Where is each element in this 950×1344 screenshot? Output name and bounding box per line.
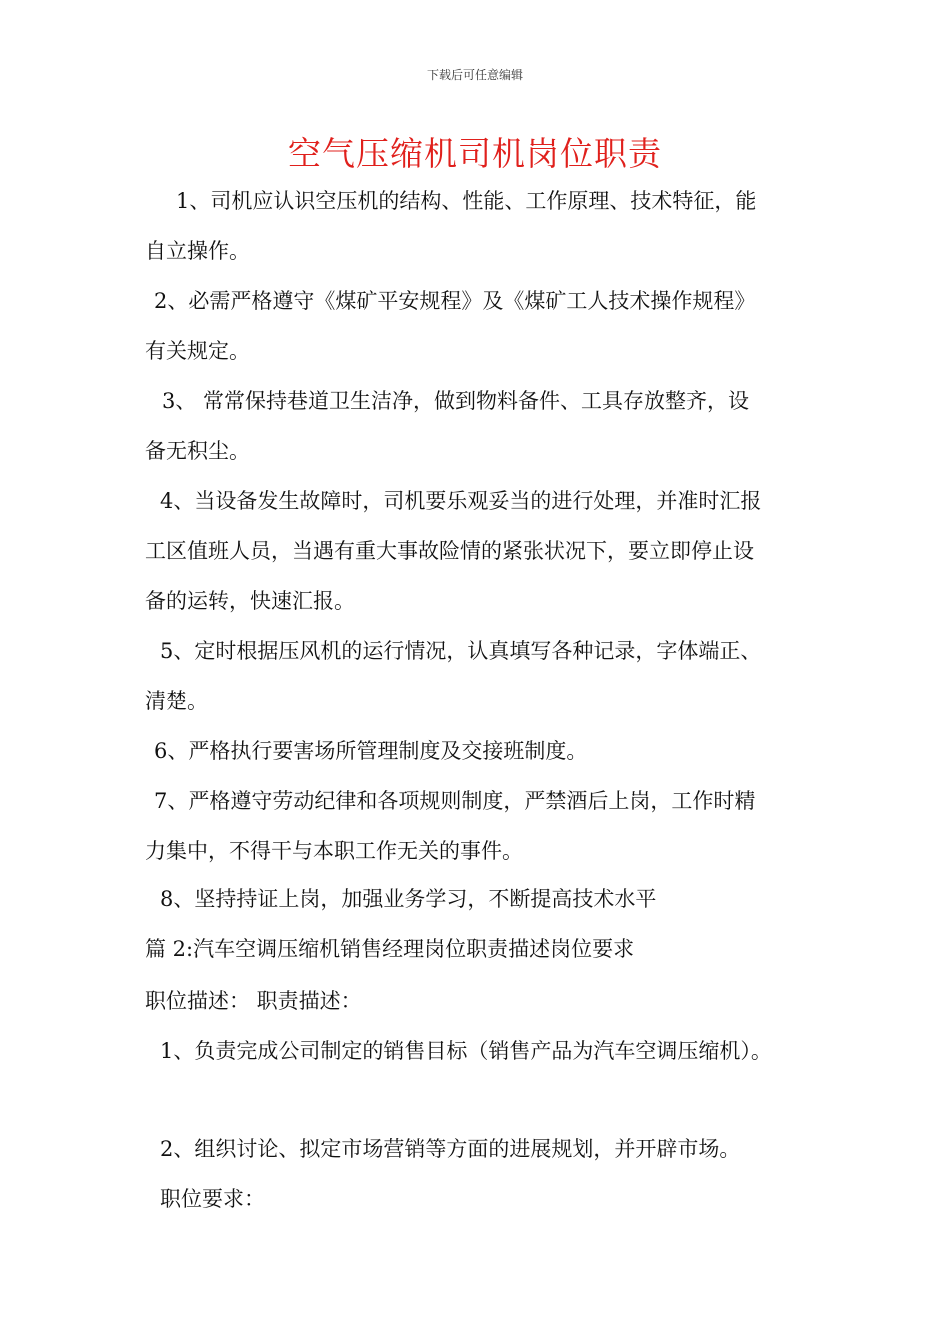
job-requirements-label: 职位要求： [160, 1187, 265, 1211]
duty-3-line-2: 备无积尘。 [145, 439, 250, 463]
header-note: 下载后可任意编辑 [426, 68, 523, 82]
duty-8-line-1: 8、坚持持证上岗，加强业务学习，不断提高技术水平 [160, 887, 657, 911]
document-title: 空气压缩机司机岗位职责 [288, 134, 662, 173]
duty-1-line-1: 1、司机应认识空压机的结构、性能、工作原理、技术特征，能 [176, 189, 757, 213]
duty-4-line-3: 备的运转，快速汇报。 [145, 589, 355, 613]
duty-5-line-1: 5、定时根据压风机的运行情况，认真填写各种记录，字体端正、 [160, 639, 762, 663]
duty-4-line-1: 4、当设备发生故障时，司机要乐观妥当的进行处理，并准时汇报 [160, 489, 762, 513]
duty-3-line-1: 3、 常常保持巷道卫生洁净，做到物料备件、工具存放整齐，设 [162, 389, 750, 413]
duty-2-line-1: 2、必需严格遵守《煤矿平安规程》及《煤矿工人技术操作规程》 [154, 289, 756, 313]
section-2-heading: 篇 2:汽车空调压缩机销售经理岗位职责描述岗位要求 [145, 937, 635, 961]
responsibility-1: 1、负责完成公司制定的销售目标（销售产品为汽车空调压缩机）。 [160, 1039, 772, 1063]
job-description-labels: 职位描述： 职责描述： [145, 989, 362, 1013]
responsibility-2: 2、组织讨论、拟定市场营销等方面的进展规划，并开辟市场。 [160, 1137, 741, 1161]
duty-1-line-2: 自立操作。 [145, 239, 250, 263]
duty-7-line-2: 力集中，不得干与本职工作无关的事件。 [145, 839, 523, 863]
duty-6-line-1: 6、严格执行要害场所管理制度及交接班制度。 [154, 739, 588, 763]
duty-4-line-2: 工区值班人员，当遇有重大事故险情的紧张状况下，要立即停止设 [145, 539, 754, 563]
duty-2-line-2: 有关规定。 [145, 339, 250, 363]
duty-5-line-2: 清楚。 [145, 689, 208, 713]
duty-7-line-1: 7、严格遵守劳动纪律和各项规则制度，严禁酒后上岗，工作时精 [154, 789, 756, 813]
